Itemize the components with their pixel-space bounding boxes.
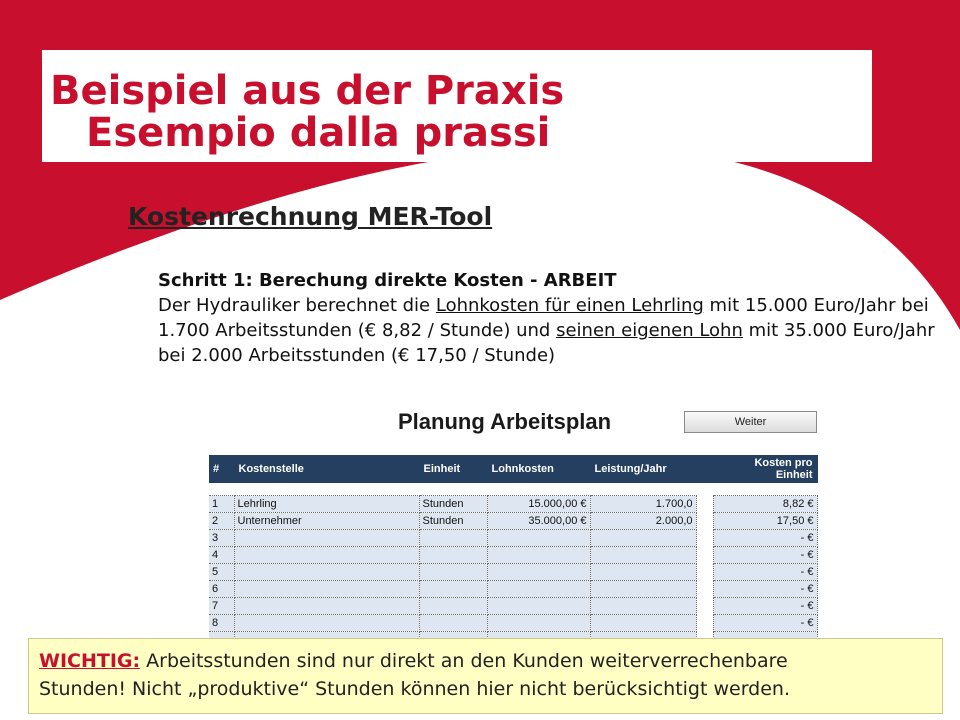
kostenstelle-cell[interactable] <box>234 547 419 564</box>
leistung-cell[interactable] <box>590 598 696 615</box>
leistung-cell[interactable] <box>590 581 696 598</box>
column-header: Kosten pro Einheit <box>713 455 817 483</box>
leistung-cell[interactable] <box>590 615 696 632</box>
row-number: 3 <box>209 530 234 547</box>
lohnkosten-cell[interactable]: 15.000,00 € <box>487 496 590 513</box>
kostenstelle-cell[interactable] <box>234 598 419 615</box>
cost-table <box>209 455 818 649</box>
einheit-cell[interactable] <box>419 581 487 598</box>
leistung-cell[interactable]: 2.000,0 <box>590 513 696 530</box>
table-row <box>209 530 817 547</box>
table-row <box>209 496 817 513</box>
column-header: Lohnkosten <box>487 455 590 483</box>
lohnkosten-cell[interactable] <box>487 598 590 615</box>
lohnkosten-cell[interactable] <box>487 581 590 598</box>
row-number: 1 <box>209 496 234 513</box>
step-underline-2: seinen eigenen Lohn <box>556 320 743 341</box>
step-text-3: mit 35.000 Euro/Jahr bei 2.000 Arbeitsstunden (€ 17,50 / Stunde) <box>158 320 935 366</box>
step-underline-1: Lohnkosten für einen Lehrling <box>435 295 704 316</box>
kosten-pro-einheit-cell: - € <box>713 615 817 632</box>
kostenstelle-cell[interactable]: Lehrling <box>234 496 419 513</box>
kosten-pro-einheit-cell: - € <box>713 530 817 547</box>
kostenstelle-cell[interactable] <box>234 564 419 581</box>
einheit-cell[interactable] <box>419 547 487 564</box>
einheit-cell[interactable]: Stunden <box>419 513 487 530</box>
section-subtitle: Kostenrechnung MER-Tool <box>128 202 493 231</box>
important-note <box>28 638 943 714</box>
column-header: Einheit <box>419 455 487 483</box>
kosten-pro-einheit-cell: - € <box>713 547 817 564</box>
kosten-pro-einheit-cell: - € <box>713 598 817 615</box>
kostenstelle-cell[interactable] <box>234 581 419 598</box>
row-number: 4 <box>209 547 234 564</box>
leistung-cell[interactable] <box>590 547 696 564</box>
kosten-pro-einheit-cell: 8,82 € <box>713 496 817 513</box>
row-number: 2 <box>209 513 234 530</box>
lohnkosten-cell[interactable] <box>487 530 590 547</box>
einheit-cell[interactable] <box>419 615 487 632</box>
lohnkosten-cell[interactable] <box>487 615 590 632</box>
table-row <box>209 615 817 632</box>
important-text-2: Stunden! Nicht „produktive“ Stunden können hier nicht berücksichtigt werden. <box>39 678 791 700</box>
einheit-cell[interactable] <box>419 598 487 615</box>
kosten-pro-einheit-cell: 17,50 € <box>713 513 817 530</box>
lohnkosten-cell[interactable] <box>487 564 590 581</box>
einheit-cell[interactable] <box>419 564 487 581</box>
weiter-button[interactable]: Weiter <box>684 411 817 433</box>
leistung-cell[interactable] <box>590 530 696 547</box>
column-header: Kostenstelle <box>234 455 419 483</box>
step-title: Schritt 1: Berechung direkte Kosten - ARBEIT <box>158 270 617 291</box>
table-row <box>209 513 817 530</box>
important-text-1: Arbeitsstunden sind nur direkt an den Kunden weiterverrechenbare <box>140 650 788 672</box>
einheit-cell[interactable] <box>419 530 487 547</box>
lohnkosten-cell[interactable]: 35.000,00 € <box>487 513 590 530</box>
kostenstelle-cell[interactable]: Unternehmer <box>234 513 419 530</box>
slide-title-german: Beispiel aus der Praxis <box>50 68 565 114</box>
table-row <box>209 581 817 598</box>
einheit-cell[interactable]: Stunden <box>419 496 487 513</box>
table-row <box>209 564 817 581</box>
table-header-row <box>209 455 817 483</box>
sheet-title: Planung Arbeitsplan <box>398 409 612 434</box>
table-row <box>209 547 817 564</box>
leistung-cell[interactable] <box>590 564 696 581</box>
step-description <box>158 268 948 368</box>
step-text-1: Der Hydrauliker berechnet die <box>158 295 436 316</box>
row-number: 7 <box>209 598 234 615</box>
important-label: WICHTIG: <box>39 650 141 672</box>
row-number: 5 <box>209 564 234 581</box>
column-header: # <box>209 455 234 483</box>
row-number: 8 <box>209 615 234 632</box>
step-text-2: mit 15.000 Euro/Jahr bei 1.700 Arbeitsstunden (€ 8,82 / Stunde) und <box>158 295 929 341</box>
kosten-pro-einheit-cell: - € <box>713 564 817 581</box>
kosten-pro-einheit-cell: - € <box>713 581 817 598</box>
kostenstelle-cell[interactable] <box>234 615 419 632</box>
column-header: Leistung/Jahr <box>590 455 696 483</box>
leistung-cell[interactable]: 1.700,0 <box>590 496 696 513</box>
column-header <box>696 455 713 483</box>
row-number: 6 <box>209 581 234 598</box>
slide-title-italian: Esempio dalla prassi <box>86 110 551 156</box>
table-row <box>209 598 817 615</box>
lohnkosten-cell[interactable] <box>487 547 590 564</box>
kostenstelle-cell[interactable] <box>234 530 419 547</box>
